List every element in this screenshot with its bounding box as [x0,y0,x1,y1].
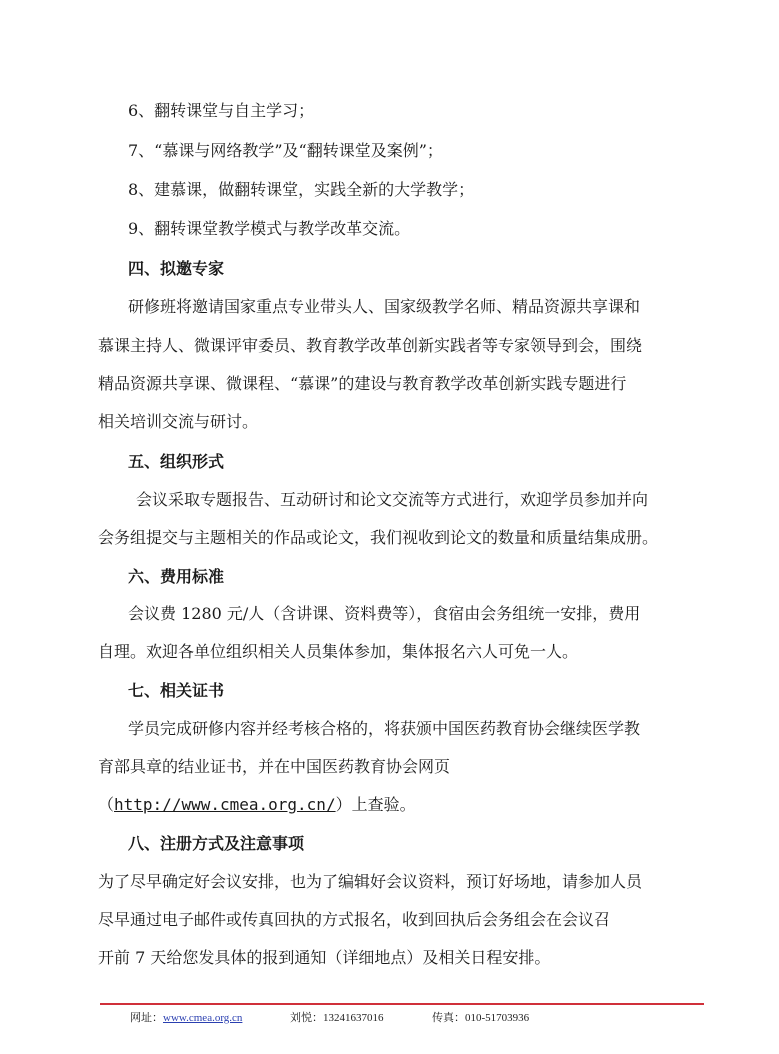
section-heading: 四、拟邀专家 [128,259,225,278]
section-heading: 七、相关证书 [128,681,225,700]
footer-website-link[interactable]: www.cmea.org.cn [163,1012,243,1024]
paragraph-line: 相关培训交流与研讨。 [98,412,259,431]
website-label: 网址： [130,1012,163,1024]
link-close-text: ）上查验。 [335,795,416,814]
link-open-paren: （ [98,795,115,814]
paragraph-line: 开前 7 天给您发具体的报到通知（详细地点）及相关日程安排。 [98,948,551,967]
paragraph-line [98,795,416,815]
paragraph-line: 尽早通过电子邮件或传真回执的方式报名，收到回执后会务组会在会议召 [98,910,611,929]
section-heading: 五、组织形式 [128,452,225,471]
paragraph-line: 会务组提交与主题相关的作品或论文，我们视收到论文的数量和质量结集成册。 [98,528,659,547]
cmea-website-link[interactable]: http://www.cmea.org.cn/ [114,795,336,814]
paragraph-line: 研修班将邀请国家重点专业带头人、国家级教学名师、精品资源共享课和 [128,297,641,316]
paragraph-line: 精品资源共享课、微课程、“慕课”的建设与教育教学改革创新实践专题进行 [98,374,627,393]
paragraph-line: 为了尽早确定好会议安排，也为了编辑好会议资料，预订好场地，请参加人员 [98,872,643,891]
section-heading: 八、注册方式及注意事项 [128,834,305,853]
footer-divider [100,1003,704,1005]
paragraph-line: 学员完成研修内容并经考核合格的，将获颁中国医药教育协会继续医学教 [128,719,641,738]
section-heading: 六、费用标准 [128,567,225,586]
paragraph-line: 自理。欢迎各单位组织相关人员集体参加，集体报名六人可免一人。 [98,642,579,661]
footer-website [130,1011,242,1025]
footer-fax: 传真：010-51703936 [432,1012,530,1024]
list-item: 7、“慕课与网络教学”及“翻转课堂及案例”； [128,141,443,160]
paragraph-line: 慕课主持人、微课评审委员、教育教学改革创新实践者等专家领导到会，围绕 [98,336,643,355]
list-item: 6、翻转课堂与自主学习； [128,101,315,120]
paragraph-line: 会议费 1280 元/人（含讲课、资料费等），食宿由会务组统一安排，费用 [128,604,641,623]
paragraph-line: 会议采取专题报告、互动研讨和论文交流等方式进行，欢迎学员参加并向 [136,490,649,509]
paragraph-line: 育部具章的结业证书，并在中国医药教育协会网页 [98,757,451,776]
footer-contact: 刘悦：13241637016 [290,1012,384,1024]
list-item: 9、翻转课堂教学模式与教学改革交流。 [128,219,411,238]
list-item: 8、建慕课，做翻转课堂，实践全新的大学教学； [128,180,475,199]
